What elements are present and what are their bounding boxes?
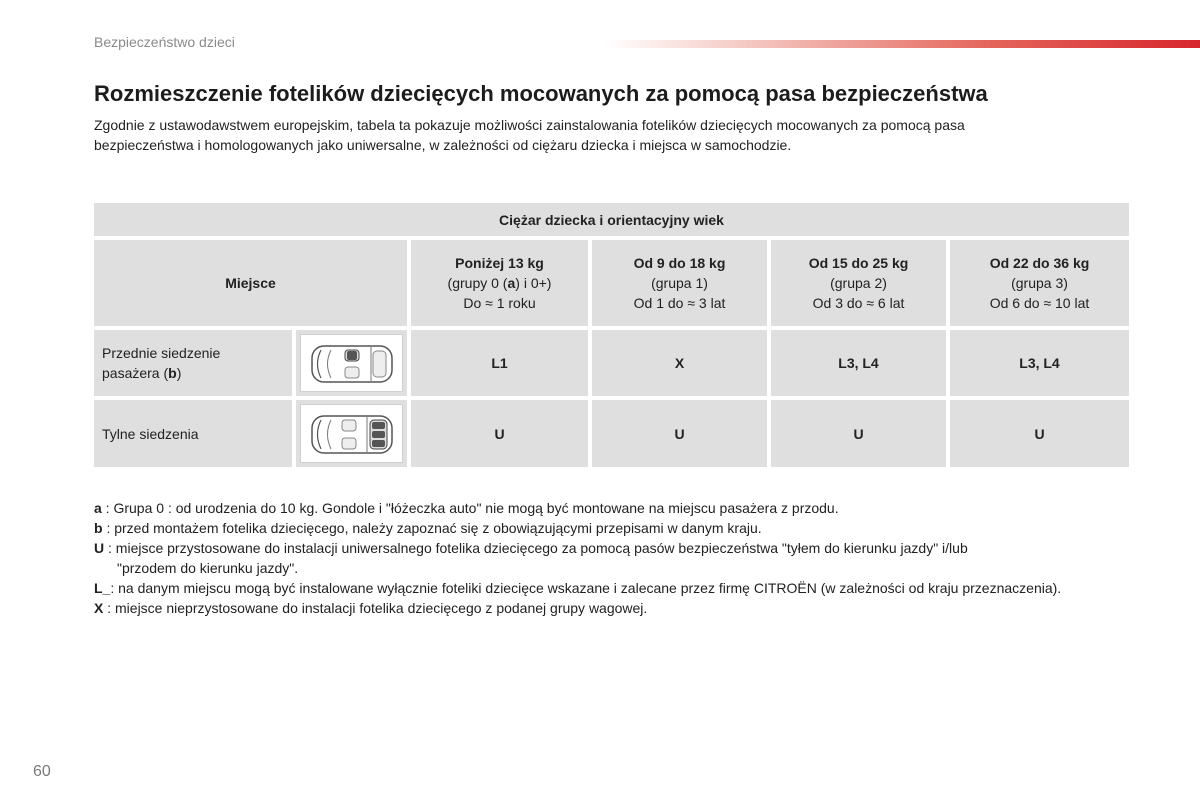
table-value-cell: L3, L4 — [950, 330, 1129, 396]
row-note-key: b — [168, 365, 177, 381]
column-weight: Od 22 do 36 kg — [989, 255, 1090, 271]
row-label-line: Tylne siedzenia — [102, 425, 199, 442]
group-text: ) i 0+) — [515, 275, 552, 291]
note-text: : miejsce przystosowane do instalacji uniwersalnego fotelika dziecięcego za pomocą pasów bezpieczeństwa "tyłem do kierunku jazdy" i/lub — [104, 540, 968, 556]
section-label: Bezpieczeństwo dzieci — [94, 34, 235, 50]
thumb-cell — [296, 330, 407, 396]
legend-note — [94, 498, 1154, 518]
legend-note-continuation: "przodem do kierunku jazdy". — [117, 560, 299, 576]
column-header — [771, 240, 946, 326]
table-value-cell: L1 — [411, 330, 588, 396]
column-header — [411, 240, 588, 326]
note-key: L_ — [94, 580, 111, 596]
column-header — [950, 240, 1129, 326]
column-weight: Od 9 do 18 kg — [633, 255, 726, 271]
child-seat-table — [94, 203, 1129, 467]
intro-paragraph — [94, 115, 1094, 155]
page-title: Rozmieszczenie fotelików dziecięcych mocowanych za pomocą pasa bezpieczeństwa — [94, 81, 988, 106]
table-value-cell: U — [771, 400, 946, 467]
legend-note — [94, 578, 1154, 598]
intro-line: Zgodnie z ustawodawstwem europejskim, tabela ta pokazuje możliwości zainstalowania fotelików dziecięcych mocowanych za pomocą pasa — [94, 117, 965, 133]
legend-note — [94, 598, 1154, 618]
row-label-line: Przednie siedzenie — [102, 345, 221, 361]
note-text: : przed montażem fotelika dziecięcego, należy zapoznać się z obowiązującymi przepisami w danym kraju. — [102, 520, 762, 536]
intro-line: bezpieczeństwa i homologowanych jako uniwersalne, w zależności od ciężaru dziecka i miejsca w samochodzie. — [94, 137, 792, 153]
column-weight: Poniżej 13 kg — [455, 255, 544, 271]
column-group: (grupa 1) — [651, 275, 708, 291]
note-key: U — [94, 540, 105, 556]
row-label-text: pasażera ( — [102, 365, 169, 381]
weight-group-header: Ciężar dziecka i orientacyjny wiek — [94, 203, 1129, 236]
column-age: Do ≈ 1 roku — [463, 295, 536, 311]
page-number: 60 — [33, 763, 51, 780]
column-group: (grupa 3) — [1011, 275, 1068, 291]
row-label-front-seat — [94, 330, 292, 396]
row-label-text: ) — [176, 365, 182, 381]
thumb-cell — [296, 400, 407, 467]
column-group — [448, 273, 552, 293]
note-text: : miejsce nieprzystosowane do instalacji fotelika dziecięcego z podanej grupy wagowej. — [103, 600, 648, 616]
note-text: : na danym miejscu mogą być instalowane wyłącznie foteliki dziecięce wskazane i zalecane przez firmę CITROËN (w zależności od kraju przeznaczenia). — [110, 580, 1062, 596]
place-header: Miejsce — [94, 240, 407, 326]
group-note-key: a — [507, 275, 516, 291]
table-value-cell: U — [411, 400, 588, 467]
column-weight: Od 15 do 25 kg — [808, 255, 909, 271]
note-key: b — [94, 520, 103, 536]
header-accent-bar — [605, 40, 1200, 48]
column-group: (grupa 2) — [830, 275, 887, 291]
column-header — [592, 240, 767, 326]
car-front-seat-icon — [300, 334, 403, 392]
column-age: Od 3 do ≈ 6 lat — [812, 295, 905, 311]
row-label-rear-seats — [94, 400, 292, 467]
note-key: X — [94, 600, 104, 616]
group-text: (grupy 0 ( — [447, 275, 508, 291]
table-value-cell: X — [592, 330, 767, 396]
table-value-cell: U — [592, 400, 767, 467]
column-age: Od 6 do ≈ 10 lat — [989, 295, 1090, 311]
car-rear-seats-icon — [300, 404, 403, 463]
note-key: a — [94, 500, 102, 516]
table-value-cell: U — [950, 400, 1129, 467]
column-age: Od 1 do ≈ 3 lat — [633, 295, 726, 311]
legend-notes — [94, 498, 1154, 618]
note-text: : Grupa 0 : od urodzenia do 10 kg. Gondole i "łóżeczka auto" nie mogą być montowane na miejscu pasażera z przodu. — [101, 500, 839, 516]
legend-note — [94, 538, 1154, 558]
row-label-line — [102, 363, 181, 383]
table-value-cell: L3, L4 — [771, 330, 946, 396]
legend-note — [94, 518, 1154, 538]
